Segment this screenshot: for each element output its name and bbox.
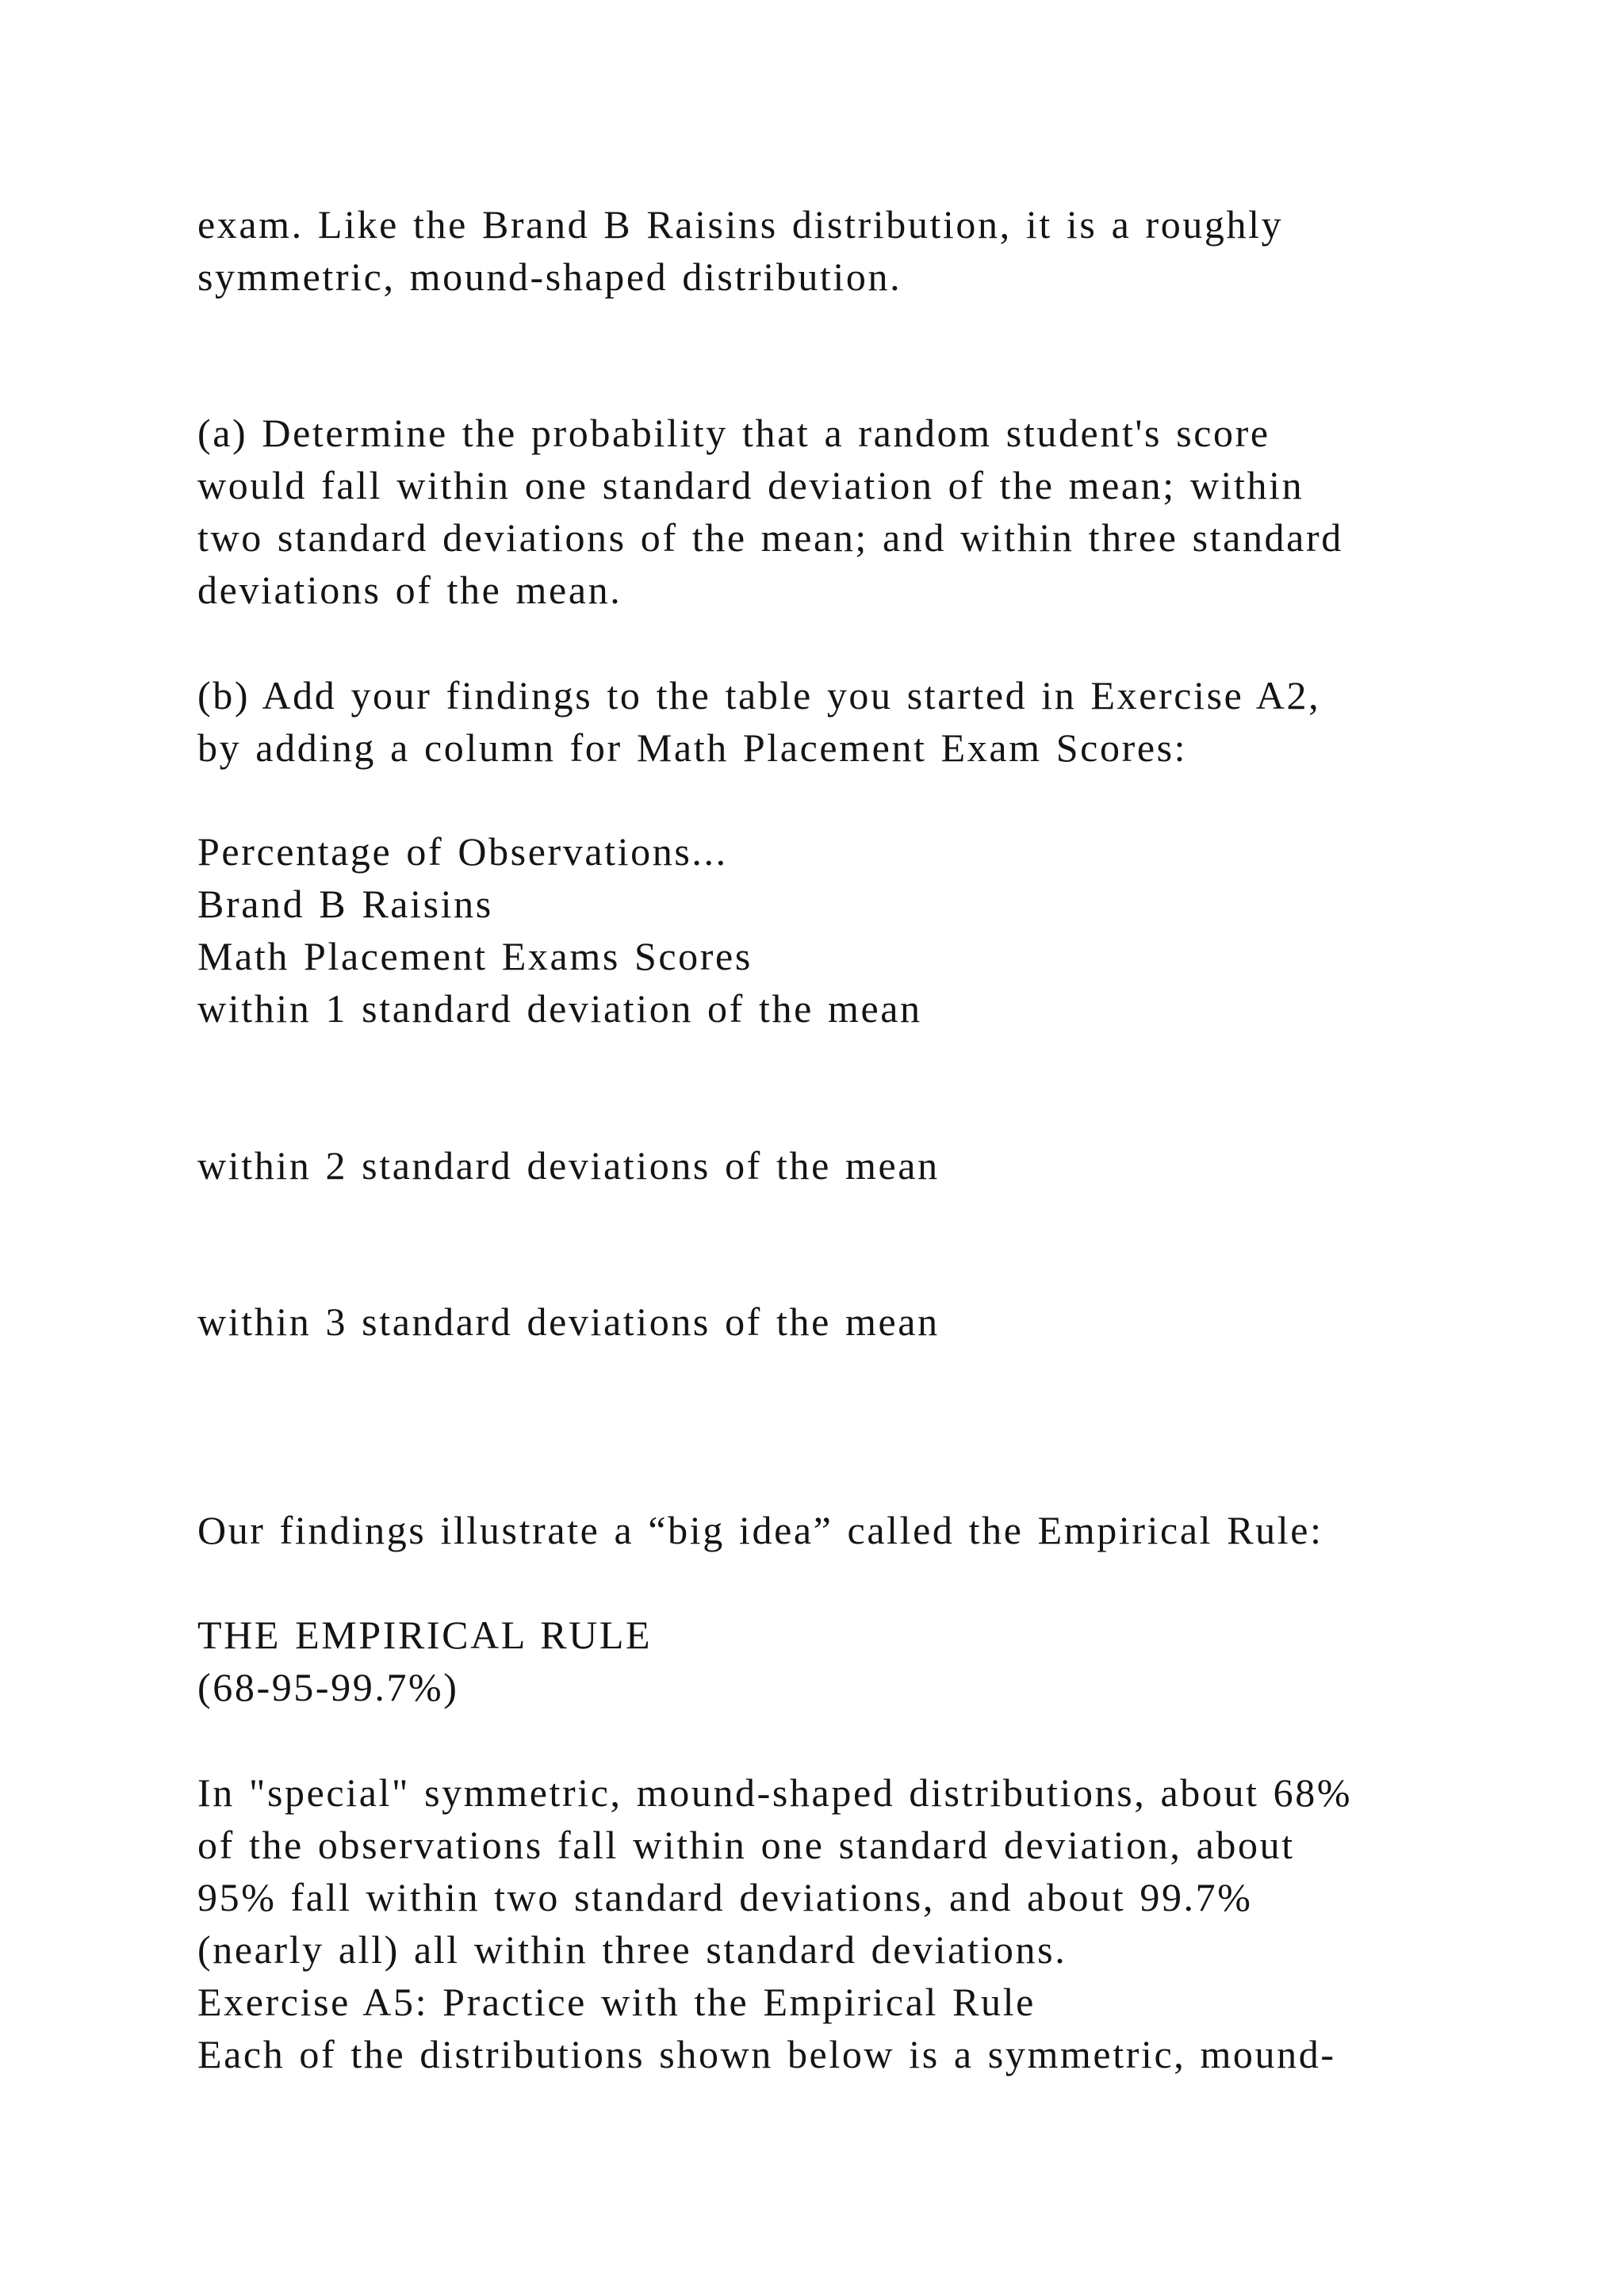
table-row-2sd: within 2 standard deviations of the mean xyxy=(197,1143,940,1188)
part-a-line-4: deviations of the mean. xyxy=(197,568,622,612)
rule-subtitle: (68-95-99.7%) xyxy=(197,1665,459,1709)
part-a-line-3: two standard deviations of the mean; and within three standard xyxy=(197,515,1343,560)
exercise-text: Each of the distributions shown below is a symmetric, mound- xyxy=(197,2032,1336,2076)
intro-line-2: symmetric, mound-shaped distribution. xyxy=(197,254,902,299)
rule-title: THE EMPIRICAL RULE xyxy=(197,1613,653,1657)
table-column-math-placement: Math Placement Exams Scores xyxy=(197,934,753,978)
rule-text-line-3: 95% fall within two standard deviations, and about 99.7% xyxy=(197,1875,1253,1919)
rule-text-line-1: In "special" symmetric, mound-shaped distributions, about 68% xyxy=(197,1770,1353,1815)
part-b-line-1: (b) Add your findings to the table you started in Exercise A2, xyxy=(197,673,1321,718)
table-header: Percentage of Observations... xyxy=(197,829,728,874)
rule-text-line-4: (nearly all) all within three standard deviations. xyxy=(197,1927,1067,1972)
findings-text: Our findings illustrate a “big idea” called the Empirical Rule: xyxy=(197,1508,1323,1552)
rule-text-line-2: of the observations fall within one standard deviation, about xyxy=(197,1823,1295,1867)
table-row-1sd: within 1 standard deviation of the mean xyxy=(197,986,922,1031)
table-column-brand-b: Brand B Raisins xyxy=(197,882,493,926)
part-a-line-2: would fall within one standard deviation of the mean; within xyxy=(197,463,1304,507)
part-a-line-1: (a) Determine the probability that a random student's score xyxy=(197,411,1270,455)
intro-line-1: exam. Like the Brand B Raisins distribution, it is a roughly xyxy=(197,202,1284,247)
exercise-title: Exercise A5: Practice with the Empirical Rule xyxy=(197,1980,1036,2024)
table-row-3sd: within 3 standard deviations of the mean xyxy=(197,1299,940,1344)
part-b-line-2: by adding a column for Math Placement Exam Scores: xyxy=(197,725,1188,770)
